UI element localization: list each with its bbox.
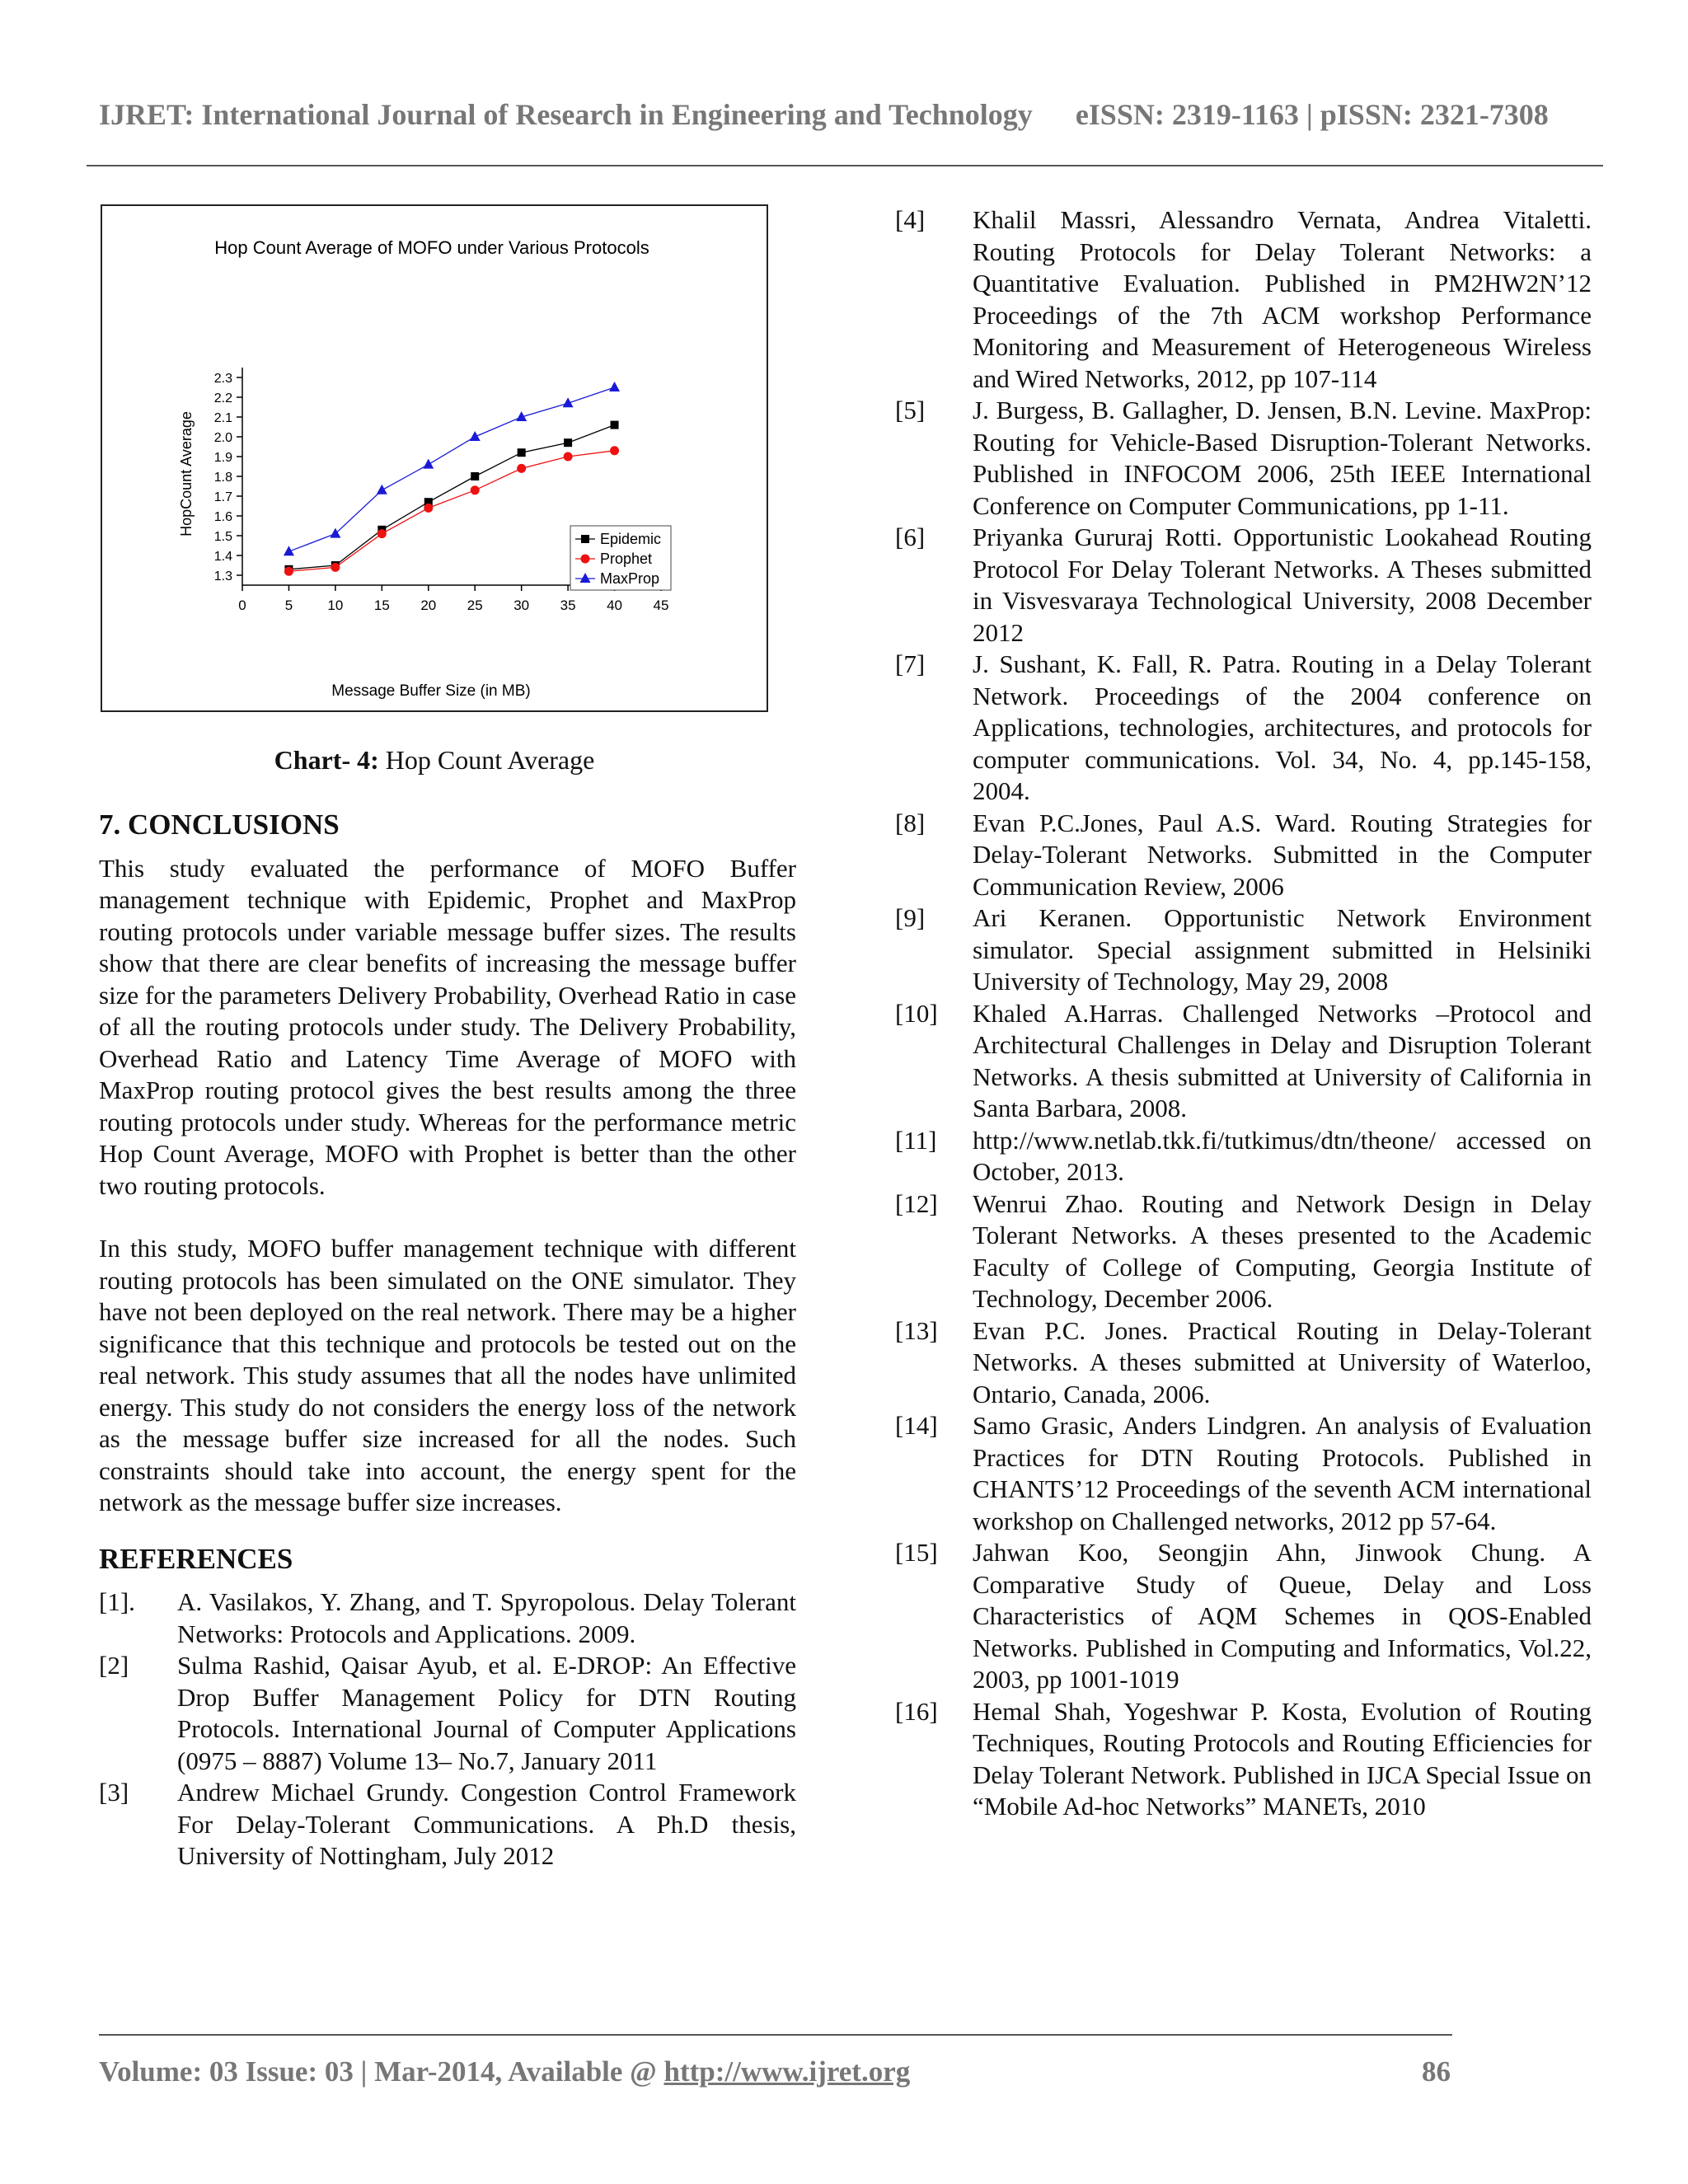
reference-item: [895, 1315, 1592, 1411]
legend-label-maxprop: MaxProp: [600, 570, 660, 587]
page-number: 86: [1422, 2055, 1451, 2088]
reference-number: [7]: [895, 649, 926, 678]
y-axis-label: HopCount Average: [178, 411, 195, 537]
footer-link[interactable]: http://www.ijret.org: [663, 2055, 911, 2088]
data-point-prophet: [377, 529, 387, 538]
reference-item: [99, 1586, 796, 1650]
header-rule: [87, 165, 1603, 166]
data-point-maxprop: [377, 485, 387, 494]
y-tick-label: 1.5: [213, 530, 232, 544]
reference-text: Khaled A.Harras. Challenged Networks –Protocol and Architectural Challenges in Delay and Disruption Tolerant Networks. A thesis submitted at University of California in Santa Barbara, 2008.: [973, 998, 1592, 1122]
reference-number: [6]: [895, 523, 926, 551]
hop-count-chart: [102, 206, 767, 710]
x-tick-label: 20: [420, 598, 437, 613]
references-list-left: [99, 1586, 796, 1872]
legend-label-prophet: Prophet: [600, 551, 653, 567]
reference-text: Ari Keranen. Opportunistic Network Environment simulator. Special assignment submitted in Helsiniki University of Technology, May 29, 2008: [973, 903, 1592, 996]
data-point-maxprop: [330, 528, 340, 538]
reference-number: [12]: [895, 1188, 938, 1218]
legend-marker: [581, 535, 589, 543]
reference-item: [895, 1696, 1592, 1823]
y-tick-label: 1.9: [213, 451, 232, 465]
data-point-maxprop: [609, 382, 620, 391]
y-tick-label: 2.0: [213, 431, 232, 445]
reference-text: Wenrui Zhao. Routing and Network Design in Delay Tolerant Networks. A theses presented to the Academic Faculty of College of Computing, Georgia Institute of Technology, December 2006.: [973, 1188, 1592, 1313]
right-column: [895, 204, 1592, 1823]
reference-text: Evan P.C. Jones. Practical Routing in Delay-Tolerant Networks. A theses submitted at University of Waterloo, Ontario, Canada, 2006.: [973, 1315, 1592, 1408]
chart-figure: [101, 204, 768, 712]
reference-text: Khalil Massri, Alessandro Vernata, Andrea Vitaletti. Routing Protocols for Delay Tolerant Networks: a Quantitative Evaluation. Published in PM2HW2N’12 Proceedings of the 7th ACM workshop Performance Monitoring and Measurement of Heterogeneous Wireless and Wired Networks, 2012, pp 107-114: [973, 205, 1592, 393]
conclusions-heading: 7. CONCLUSIONS: [99, 808, 340, 841]
reference-text: Andrew Michael Grundy. Congestion Control Framework For Delay-Tolerant Communications. A Ph.D thesis, University of Nottingham, July 2012: [177, 1778, 796, 1870]
reference-text: J. Burgess, B. Gallagher, D. Jensen, B.N. Levine. MaxProp: Routing for Vehicle-Based Disruption-Tolerant Networks. Published in INFOCOM 2006, 25th IEEE International Conference on Computer Communications, pp 1-11.: [973, 396, 1592, 520]
data-point-epidemic: [518, 448, 526, 457]
series-maxprop: [284, 382, 620, 555]
reference-item: [895, 902, 1592, 998]
data-point-maxprop: [423, 459, 434, 469]
reference-item: [895, 649, 1592, 808]
footer-volume: Volume: 03 Issue: 03 | Mar-2014, Available @: [99, 2055, 664, 2088]
reference-number: [8]: [895, 808, 926, 837]
x-tick-label: 15: [373, 598, 390, 613]
references-heading: REFERENCES: [99, 1542, 293, 1575]
y-tick-label: 2.2: [213, 391, 232, 405]
reference-item: [895, 998, 1592, 1125]
chart-legend: [570, 526, 671, 590]
reference-text: Evan P.C.Jones, Paul A.S. Ward. Routing Strategies for Delay-Tolerant Networks. Submitted in the Computer Communication Review, 2006: [973, 808, 1592, 901]
y-tick-label: 1.4: [213, 550, 232, 564]
y-tick-label: 2.1: [213, 411, 232, 425]
page-footer: [99, 2055, 1451, 2088]
reference-number: [3]: [99, 1778, 129, 1807]
reference-item: [895, 522, 1592, 649]
conclusions-paragraph-1: This study evaluated the performance of MOFO Buffer management technique with Epidemic, Prophet and MaxProp routing protocols under variable message buffer sizes. The results show that there are clear benefits of increasing the message buffer size for the parameters Delivery Probability, Overhead Ratio in case of all the routing protocols under study. The Delivery Probability, Overhead Ratio and Latency Time Average of MOFO with MaxProp routing protocol gives the best results among the three routing protocols under study. Whereas for the performance metric Hop Count Average, MOFO with Prophet is better than the other two routing protocols.: [99, 853, 796, 1200]
data-point-epidemic: [471, 472, 479, 480]
footer-rule: [99, 2034, 1452, 2036]
data-point-epidemic: [564, 438, 572, 447]
x-tick-label: 0: [238, 598, 246, 613]
y-tick-label: 1.8: [213, 471, 232, 485]
reference-text: http://www.netlab.tkk.fi/tutkimus/dtn/theone/ accessed on October, 2013.: [973, 1125, 1592, 1186]
reference-text: Jahwan Koo, Seongjin Ahn, Jinwook Chung. A Comparative Study of Queue, Delay and Loss Characteristics of AQM Schemes in QOS-Enabled Networks. Published in Computing and Informatics, Vol.22, 2003, pp 1001-1019: [973, 1538, 1592, 1694]
y-tick-label: 1.3: [213, 569, 232, 583]
reference-item: [895, 1188, 1592, 1315]
caption-label: Chart- 4:: [274, 745, 379, 775]
x-tick-label: 25: [467, 598, 483, 613]
legend-marker: [581, 555, 590, 564]
conclusions-paragraph-2: In this study, MOFO buffer management technique with different routing protocols has been simulated on the ONE simulator. They have not been deployed on the real network. There may be a higher significance that this technique and protocols be tested out on the real network. This study assumes that all the nodes have unlimited energy. This study do not considers the energy loss of the network as the message buffer size increased for all the nodes. Such constraints should take into account, the energy spent for the network as the message buffer size increases.: [99, 1234, 796, 1516]
data-point-prophet: [424, 504, 433, 513]
reference-item: [895, 808, 1592, 903]
reference-number: [4]: [895, 205, 926, 234]
reference-number: [11]: [895, 1125, 937, 1155]
reference-item: [895, 204, 1592, 395]
reference-item: [99, 1650, 796, 1777]
reference-number: [1].: [99, 1587, 135, 1616]
reference-number: [16]: [895, 1696, 938, 1726]
reference-text: Sulma Rashid, Qaisar Ayub, et al. E-DROP: An Effective Drop Buffer Management Policy for DTN Routing Protocols. International Journal of Computer Applications (0975 – 8887) Volume 13– No.7, January 2011: [177, 1651, 796, 1775]
data-point-maxprop: [470, 431, 481, 441]
x-tick-label: 30: [513, 598, 530, 613]
series-line-prophet: [288, 451, 614, 571]
reference-number: [14]: [895, 1411, 938, 1440]
journal-title: IJRET: International Journal of Research in Engineering and Technology: [99, 98, 1033, 131]
chart-plot-area: [284, 382, 620, 576]
reference-number: [10]: [895, 998, 938, 1028]
reference-text: Priyanka Gururaj Rotti. Opportunistic Lookahead Routing Protocol For Delay Tolerant Networks. A Theses submitted in Visvesvaraya Technological University, 2008 December 2012: [973, 523, 1592, 647]
reference-item: [895, 1125, 1592, 1188]
data-point-maxprop: [284, 546, 294, 555]
series-epidemic: [284, 421, 618, 574]
data-point-prophet: [564, 452, 573, 462]
x-tick-label: 45: [653, 598, 669, 613]
reference-number: [9]: [895, 903, 926, 932]
data-point-prophet: [284, 567, 293, 576]
data-point-prophet: [610, 446, 619, 455]
references-list-right: [895, 204, 1592, 1823]
y-tick-label: 2.3: [213, 372, 232, 386]
x-axis-label: Message Buffer Size (in MB): [331, 682, 531, 700]
x-tick-label: 10: [327, 598, 344, 613]
data-point-prophet: [471, 485, 480, 494]
reference-item: [99, 1777, 796, 1872]
reference-text: A. Vasilakos, Y. Zhang, and T. Spyropolous. Delay Tolerant Networks: Protocols and Applications. 2009.: [177, 1587, 796, 1648]
reference-item: [895, 1537, 1592, 1696]
reference-number: [2]: [99, 1651, 129, 1680]
series-prophet: [284, 446, 619, 575]
legend-label-epidemic: Epidemic: [600, 531, 662, 547]
reference-text: Samo Grasic, Anders Lindgren. An analysis of Evaluation Practices for DTN Routing Protocols. Published in CHANTS’12 Proceedings of the seventh ACM international workshop on Challenged networks, 2012 pp 57-64.: [973, 1411, 1592, 1535]
y-tick-label: 1.7: [213, 490, 232, 504]
reference-item: [895, 1410, 1592, 1537]
figure-caption: [101, 745, 768, 776]
left-column: [99, 809, 796, 1872]
chart-title: Hop Count Average of MOFO under Various Protocols: [214, 237, 649, 258]
reference-number: [13]: [895, 1315, 938, 1345]
y-tick-label: 1.6: [213, 510, 232, 524]
issn: eISSN: 2319-1163 | pISSN: 2321-7308: [1075, 98, 1549, 131]
x-tick-label: 35: [560, 598, 576, 613]
running-header: [99, 97, 1599, 132]
reference-text: J. Sushant, K. Fall, R. Patra. Routing in a Delay Tolerant Network. Proceedings of the 2004 conference on Applications, technologies, architectures, and protocols for computer communications. Vol. 34, No. 4, pp.145-158, 2004.: [973, 649, 1592, 805]
x-tick-label: 40: [607, 598, 623, 613]
data-point-epidemic: [611, 421, 619, 429]
data-point-prophet: [517, 464, 526, 473]
series-line-maxprop: [288, 387, 614, 551]
reference-item: [895, 395, 1592, 522]
reference-text: Hemal Shah, Yogeshwar P. Kosta, Evolution of Routing Techniques, Routing Protocols and Routing Efficiencies for Delay Tolerant Network. Published in IJCA Special Issue on “Mobile Ad-hoc Networks” MANETs, 2010: [973, 1696, 1592, 1821]
x-tick-label: 5: [284, 598, 293, 613]
data-point-prophet: [331, 563, 340, 572]
reference-number: [5]: [895, 396, 926, 424]
caption-text: Hop Count Average: [385, 745, 595, 775]
reference-number: [15]: [895, 1538, 938, 1567]
